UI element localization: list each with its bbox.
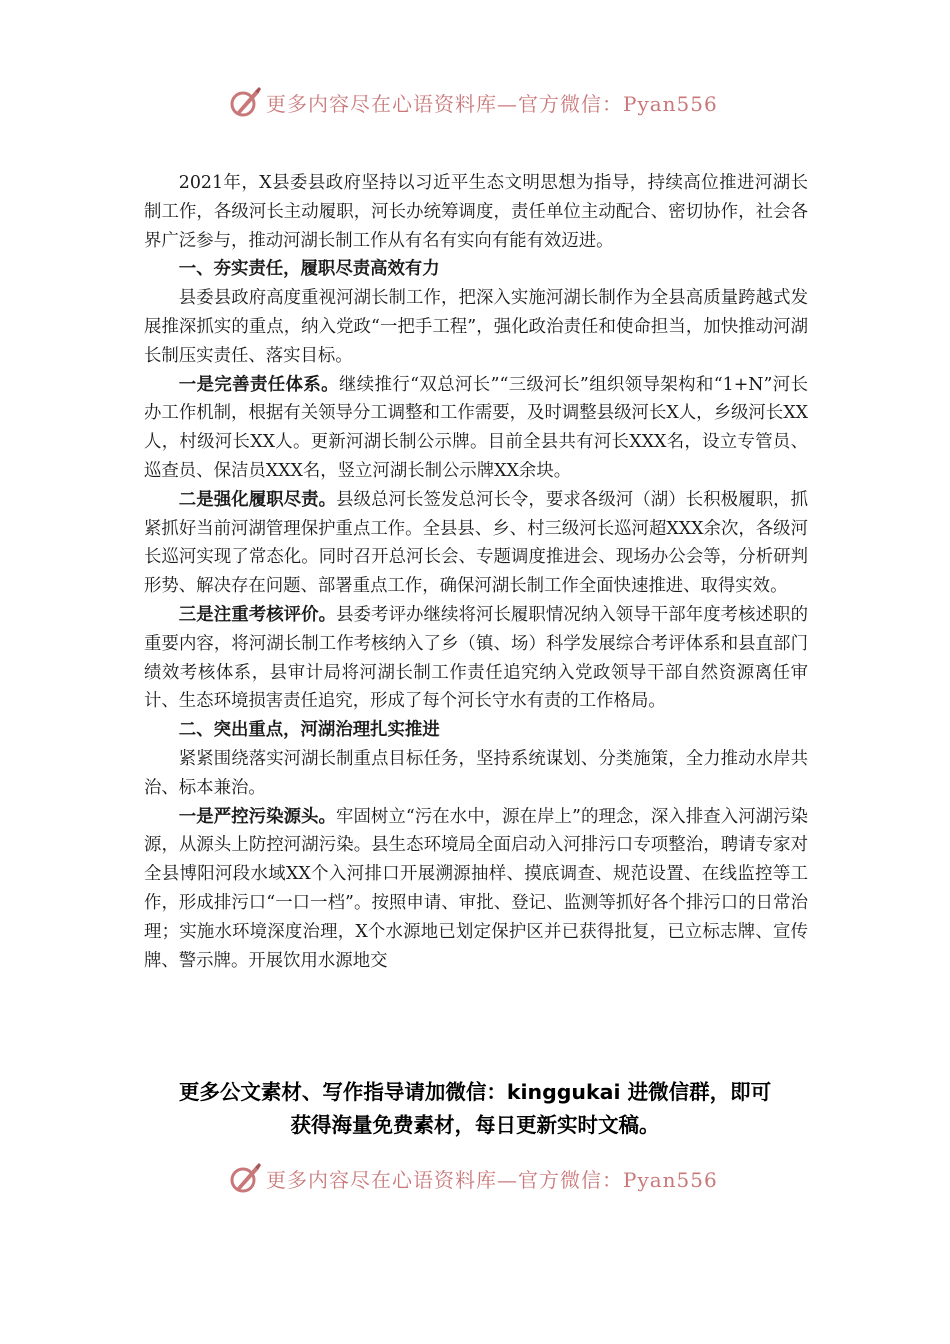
banner-text: 更多内容尽在心语资料库—官方微信：Pyan556	[266, 91, 718, 116]
pen-logo-icon	[228, 85, 262, 119]
paragraph-lead: 二是强化履职尽责。	[178, 489, 337, 510]
footer-banner	[228, 1160, 748, 1196]
paragraph-text: 牢固树立“污在水中，源在岸上”的理念，深入排查入河湖污染源，从源头上防控河湖污染。县生态环境局全面启动入河排污口专项整治，聘请专家对全县博阳河段水域XX个入河排口开展溯源抽样、摸底调查、规范设置、在线监控等工作，形成排污口“一口一档”。按照申请、审批、登记、监测等抓好各个排污口的日常治理；实施水环境深度治理，X个水源地已划定保护区并已获得批复，已立标志牌、宣传牌、警示牌。开展饮用水源地交	[144, 806, 808, 971]
paragraph-lead: 一是完善责任体系。	[178, 374, 339, 395]
paragraph-text: 县级总河长签发总河长令，要求各级河（湖）长积极履职，抓紧抓好当前河湖管理保护重点工作。全县县、乡、村三级河长巡河超XXX余次，各级河长巡河实现了常态化。同时召开总河长会、专题调度推进会、现场办公会等，分析研判形势、解决存在问题、部署重点工作，确保河湖长制工作全面快速推进、取得实效。	[144, 489, 808, 597]
paragraph-section1-intro: 县委县政府高度重视河湖长制工作，把深入实施河湖长制作为全县高质量跨越式发展推深抓实的重点，纳入党政“一把手工程”，强化政治责任和使命担当，加快推动河湖长制压实责任、落实目标。	[144, 288, 808, 366]
section-heading-2: 二、突出重点，河湖治理扎实推进	[178, 720, 440, 741]
paragraph-lead: 三是注重考核评价。	[178, 604, 337, 625]
paragraph-lead: 一是严控污染源头。	[178, 806, 336, 827]
paragraph-section2-intro: 紧紧围绕落实河湖长制重点目标任务，坚持系统谋划、分类施策，全力推动水岸共治、标本兼治。	[144, 748, 808, 798]
document-body	[144, 169, 808, 975]
banner-text: 更多内容尽在心语资料库—官方微信：Pyan556	[266, 1167, 718, 1192]
paragraph-assessment	[144, 601, 808, 716]
paragraph-text: 继续推行“双总河长”“三级河长”组织领导架构和“1+N”河长办工作机制，根据有关领导分工调整和工作需要，及时调整县级河长X人，乡级河长XX人，村级河长XX人。更新河湖长制公示牌。目前全县共有河长XXX名，设立专管员、巡查员、保洁员XXX名，竖立河湖长制公示牌XX余块。	[144, 374, 808, 481]
paragraph-pollution-control	[144, 803, 808, 976]
paragraph-intro: 2021年，X县委县政府坚持以习近平生态文明思想为指导，持续高位推进河湖长制工作，各级河长主动履职，河长办统筹调度，责任单位主动配合、密切协作，社会各界广泛参与，推动河湖长制工作从有名有实向有能有效迈进。	[144, 173, 808, 251]
header-banner	[228, 84, 748, 120]
paragraph-responsibility-system	[144, 371, 808, 486]
paragraph-text: 县委考评办继续将河长履职情况纳入领导干部年度考核述职的重要内容，将河湖长制工作考核纳入了乡（镇、场）科学发展综合考评体系和县直部门绩效考核体系，县审计局将河湖长制工作责任追究纳入党政领导干部自然资源离任审计、生态环境损害责任追究，形成了每个河长守水有责的工作格局。	[144, 604, 808, 712]
pen-logo-icon	[228, 1161, 262, 1195]
section-heading-1: 一、夯实责任，履职尽责高效有力	[178, 259, 440, 280]
promo-line-1: 更多公文素材、写作指导请加微信：kinggukai 进微信群，即可	[178, 1080, 772, 1104]
promo-line-2: 获得海量免费素材，每日更新实时文稿。	[290, 1113, 660, 1137]
wechat-promo-notice	[100, 1076, 850, 1142]
paragraph-duty-performance	[144, 486, 808, 601]
